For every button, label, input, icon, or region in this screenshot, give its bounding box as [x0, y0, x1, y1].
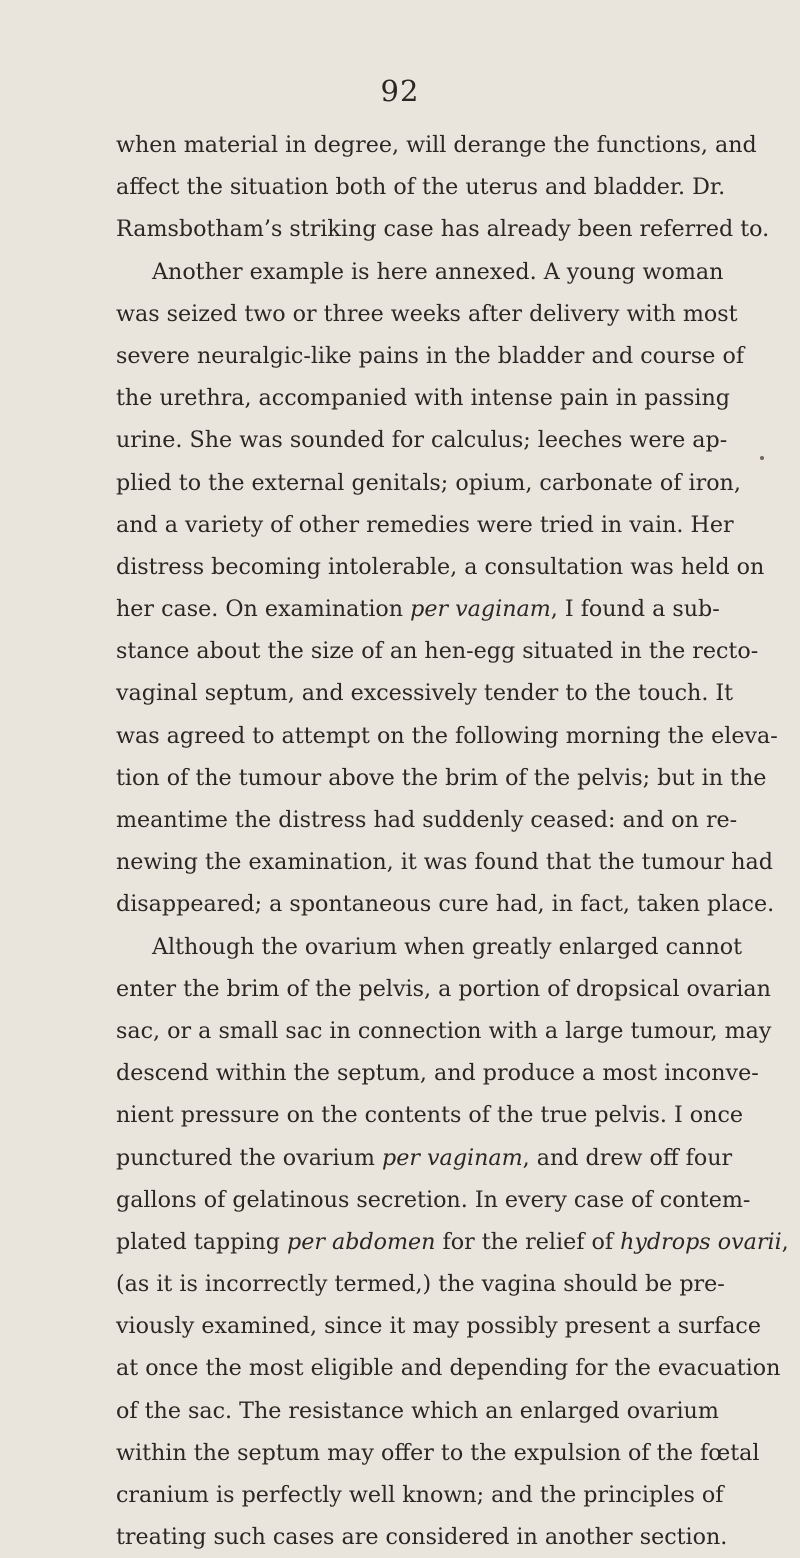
- text-line: was seized two or three weeks after delivery with most: [116, 300, 738, 327]
- text-line: disappeared; a spontaneous cure had, in fact, taken place.: [116, 891, 775, 918]
- text-line: Ramsbotham’s striking case has already been referred to.: [116, 216, 770, 243]
- text-line: plated tapping per abdomen for the relief of hydrops ovarii,: [116, 1228, 789, 1255]
- text-line: meantime the distress had suddenly ceased: and on re-: [116, 807, 738, 833]
- text-line: her case. On examination per vaginam, I found a sub-: [116, 596, 720, 623]
- text-line: enter the brim of the pelvis, a portion of dropsical ovarian: [116, 975, 771, 1002]
- text-line: descend within the septum, and produce a most inconve-: [116, 1060, 759, 1087]
- text-line: severe neuralgic-like pains in the bladder and course of: [116, 342, 745, 369]
- ink-speck: [760, 456, 764, 460]
- page-number: 92: [380, 74, 420, 108]
- text-line: within the septum may offer to the expulsion of the fœtal: [116, 1439, 760, 1466]
- text-line: and a variety of other remedies were tried in vain. Her: [116, 511, 734, 538]
- text-line: vaginal septum, and excessively tender to the touch. It: [116, 680, 734, 707]
- body-text: [116, 124, 789, 1558]
- text-line: distress becoming intolerable, a consultation was held on: [116, 553, 765, 580]
- text-line: stance about the size of an hen-egg situated in the recto-: [116, 638, 759, 665]
- text-line: viously examined, since it may possibly present a surface: [116, 1313, 761, 1340]
- text-line: (as it is incorrectly termed,) the vagina should be pre-: [116, 1271, 725, 1298]
- text-line: treating such cases are considered in another section.: [116, 1524, 728, 1551]
- text-line: tion of the tumour above the brim of the pelvis; but in the: [116, 764, 767, 791]
- text-line: was agreed to attempt on the following morning the eleva-: [116, 722, 778, 749]
- text-line: gallons of gelatinous secretion. In every case of contem-: [116, 1186, 751, 1213]
- text-line: Another example is here annexed. A young woman: [152, 258, 724, 285]
- text-line: when material in degree, will derange the functions, and: [116, 132, 757, 158]
- text-line: urine. She was sounded for calculus; leeches were ap-: [116, 427, 728, 454]
- text-line: nient pressure on the contents of the true pelvis. I once: [116, 1102, 744, 1129]
- text-line: at once the most eligible and depending for the evacuation: [116, 1355, 781, 1382]
- text-line: the urethra, accompanied with intense pain in passing: [116, 385, 730, 412]
- text-line: Although the ovarium when greatly enlarged cannot: [152, 933, 743, 960]
- text-line: plied to the external genitals; opium, carbonate of iron,: [116, 469, 741, 496]
- text-line: punctured the ovarium per vaginam, and drew off four: [116, 1144, 733, 1171]
- text-line: affect the situation both of the uterus and bladder. Dr.: [116, 174, 726, 201]
- text-line: sac, or a small sac in connection with a large tumour, may: [116, 1017, 772, 1044]
- text-line: cranium is perfectly well known; and the principles of: [116, 1482, 724, 1508]
- text-line: newing the examination, it was found that the tumour had: [116, 849, 773, 876]
- text-line: of the sac. The resistance which an enlarged ovarium: [116, 1397, 719, 1424]
